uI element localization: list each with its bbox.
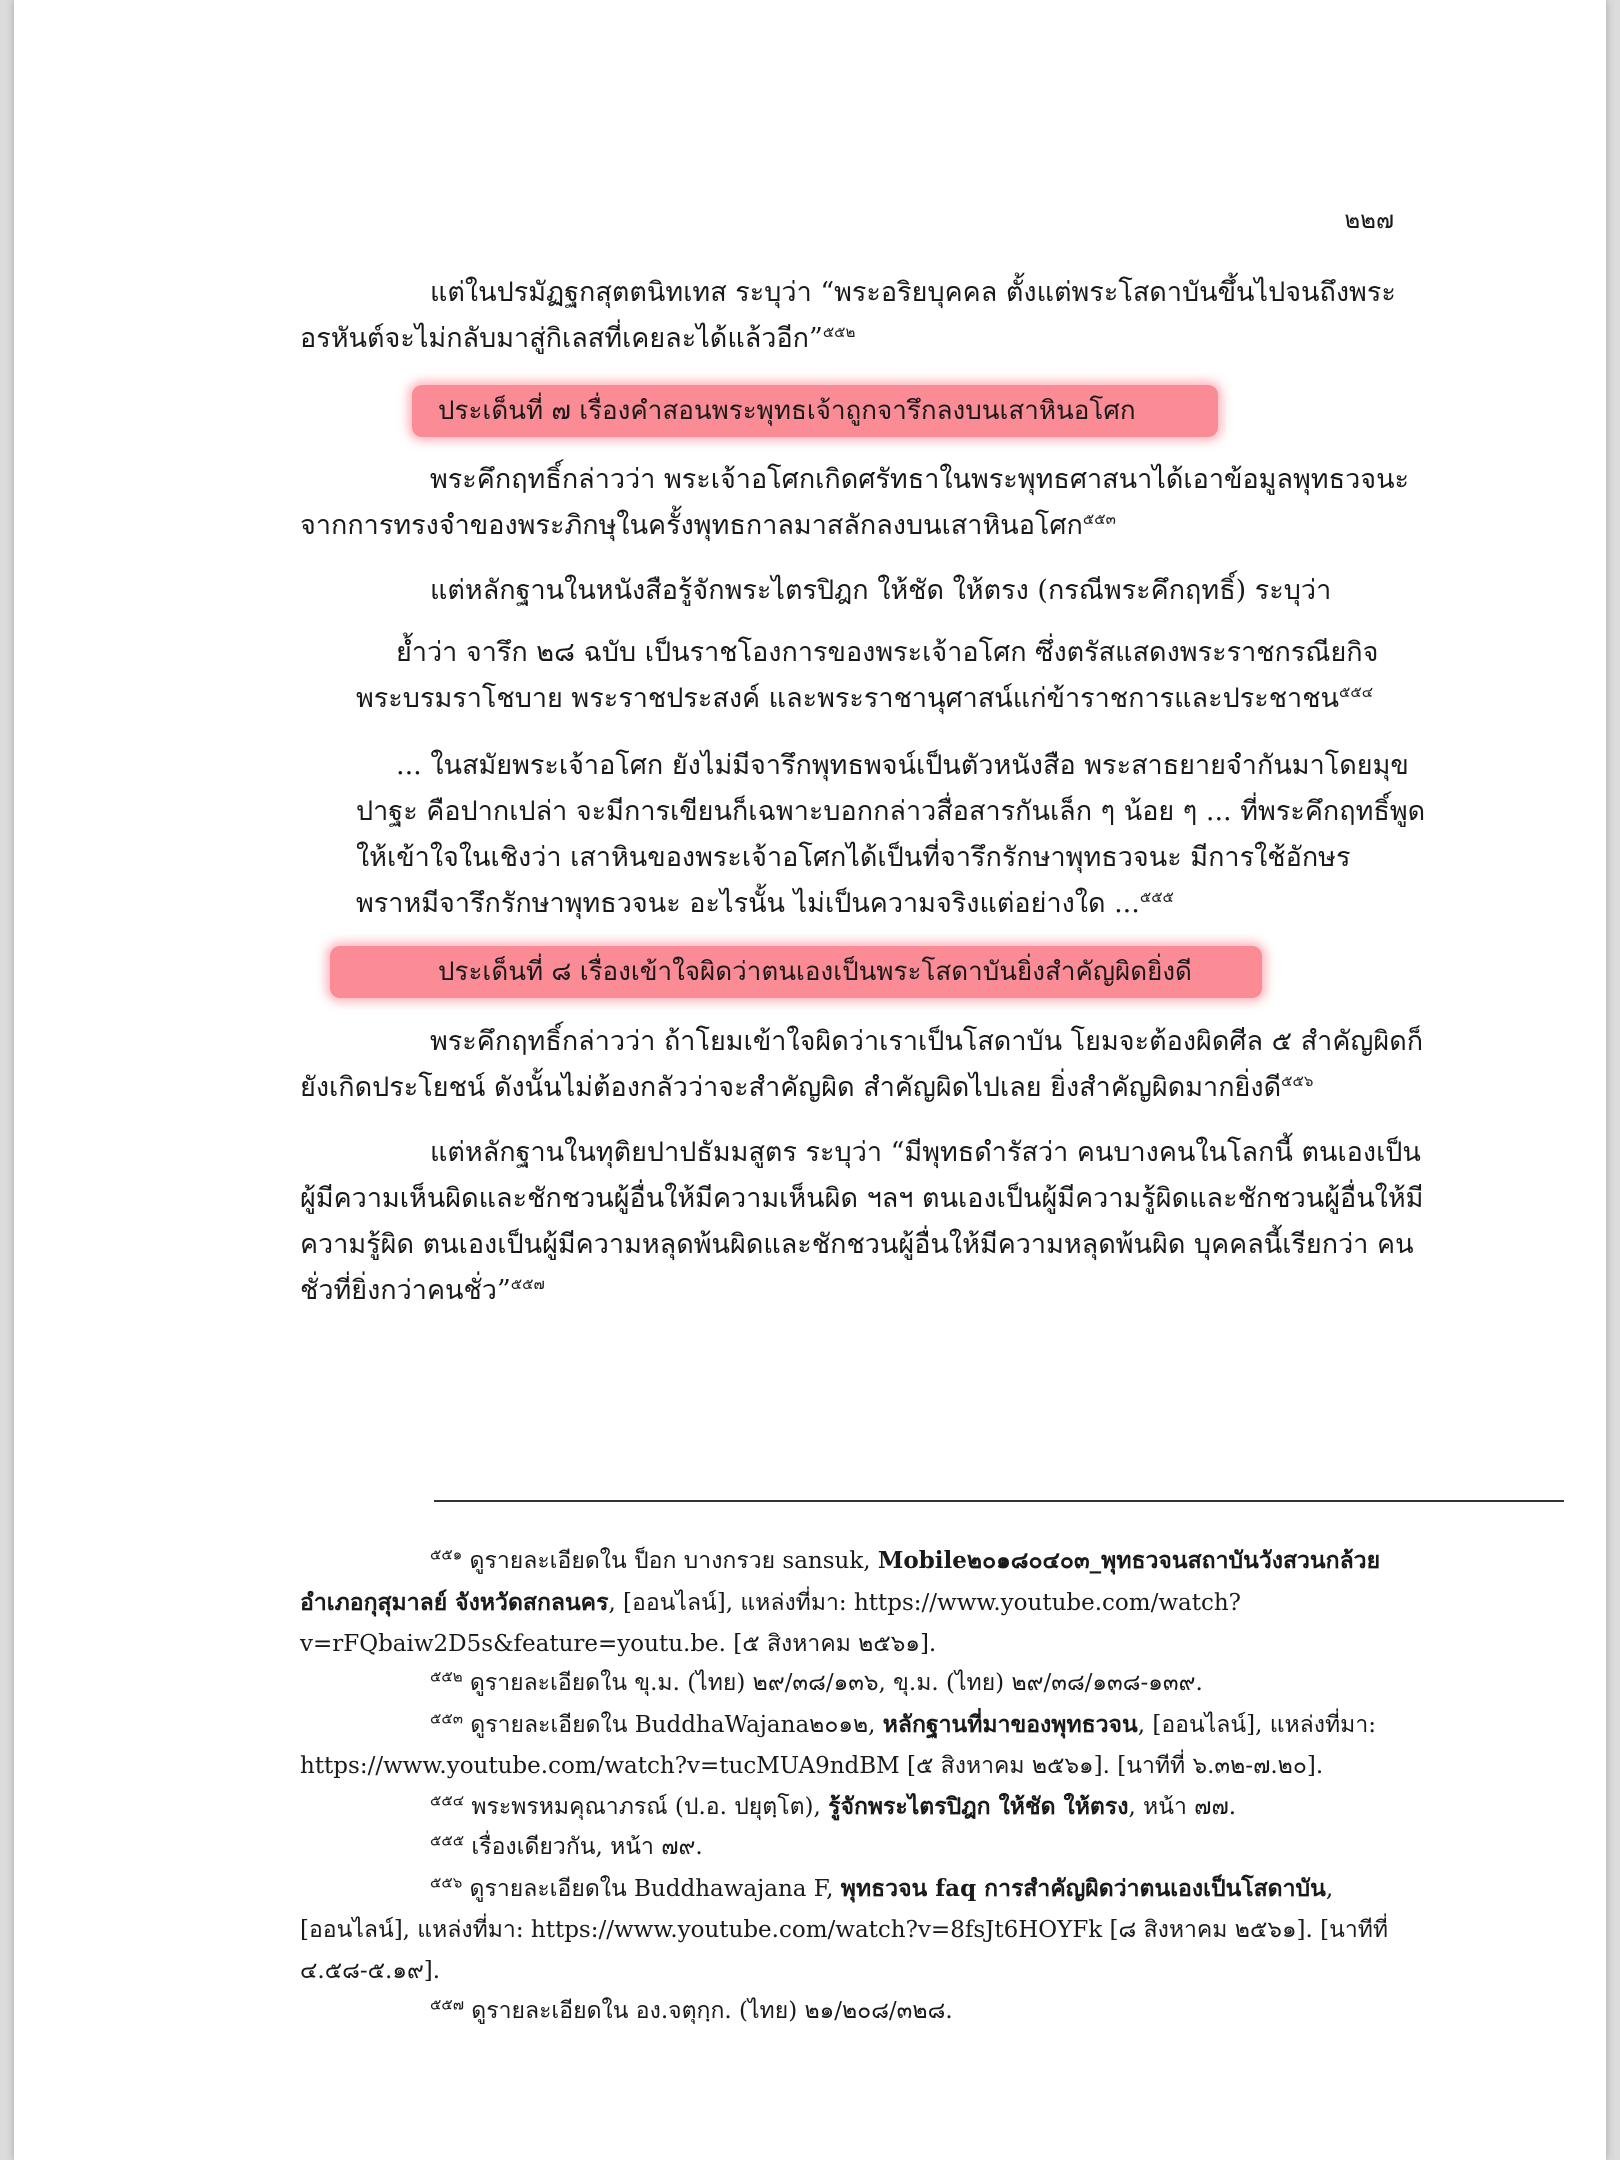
footnote-number: ๕๕๕: [430, 1831, 465, 1850]
footnote-title: พุทธวจน faq การสำคัญผิดว่าตนเองเป็นโสดาบัน: [840, 1875, 1326, 1902]
footnote-text: , [ออนไลน์], แหล่งที่มา: https://www.youtube.com/watch?v=tucMUA9ndBM [๕ สิงหาคม ๒๕๖๑]. [นาทีที่ ๖.๓๒-๗.๒๐].: [300, 1712, 1376, 1779]
footnote-ref-557: ๕๕๗: [510, 1275, 545, 1293]
footnote-number: ๕๕๑: [430, 1545, 463, 1564]
footnote-552: [300, 1663, 1430, 1704]
footnote-text: ดูรายละเอียดใน Buddhawajana F,: [469, 1876, 841, 1902]
quote-1-text: ย้ำว่า จารึก ๒๘ ฉบับ เป็นราชโองการของพระเจ้าอโศก ซึ่งตรัสแสดงพระราชกรณียกิจ พระบรมราโชบาย พระราชประสงค์ และพระราชานุศาสน์แก่ข้าราชการและประชาชน: [356, 637, 1379, 714]
footnote-text: เรื่องเดียวกัน, หน้า ๗๙.: [471, 1834, 703, 1860]
issue-8-heading-text: ประเด็นที่ ๘ เรื่องเข้าใจผิดว่าตนเองเป็นพระโสดาบันยิ่งสำคัญผิดยิ่งดี: [438, 957, 1192, 987]
footnote-554: [300, 1786, 1430, 1828]
paragraph-3-text: แต่หลักฐานในหนังสือรู้จักพระไตรปิฎก ให้ชัด ให้ตรง (กรณีพระคึกฤทธิ์) ระบุว่า: [430, 575, 1332, 606]
paragraph-3: [300, 568, 1430, 614]
issue-7-heading: [412, 385, 1218, 437]
quote-2-text: ... ในสมัยพระเจ้าอโศก ยังไม่มีจารึกพุทธพจน์เป็นตัวหนังสือ พระสาธยายจำกันมาโดยมุขปาฐะ คือปากเปล่า จะมีการเขียนก็เฉพาะบอกกล่าวสื่อสารกันเล็ก ๆ น้อย ๆ ... ที่พระคึกฤทธิ์พูดให้เข้าใจในเชิงว่า เสาหินของพระเจ้าอโศกได้เป็นที่จารึกรักษาพุทธวจนะ มีการใช้อักษรพราหมีจารึกรักษาพุทธวจนะ อะไรนั้น ไม่เป็นความจริงแต่อย่างใด ...: [356, 750, 1426, 919]
paragraph-5: [300, 1130, 1430, 1314]
paragraph-5-text: แต่หลักฐานในทุติยปาปธัมมสูตร ระบุว่า “มีพุทธดำรัสว่า คนบางคนในโลกนี้ ตนเองเป็นผู้มีความเห็นผิดและชักชวนผู้อื่นให้มีความเห็นผิด ฯลฯ ตนเองเป็นผู้มีความรู้ผิดและชักชวนผู้อื่นให้มีความรู้ผิด ตนเองเป็นผู้มีความหลุดพ้นผิดและชักชวนผู้อื่นให้มีความหลุดพ้นผิด บุคคลนี้เรียกว่า คนชั่วที่ยิ่งกว่าคนชั่ว”: [300, 1137, 1424, 1306]
issue-7-heading-text: ประเด็นที่ ๗ เรื่องคำสอนพระพุทธเจ้าถูกจารึกลงบนเสาหินอโศก: [438, 396, 1136, 426]
footnote-557: [300, 1991, 1430, 2032]
footnote-ref-554: ๕๕๔: [1339, 683, 1374, 701]
paragraph-1: [300, 270, 1430, 362]
paragraph-1-text: แต่ในปรมัฏฐกสุตตนิทเทส ระบุว่า “พระอริยบุคคล ตั้งแต่พระโสดาบันขึ้นไปจนถึงพระอรหันต์จะไม่กลับมาสู่กิเลสที่เคยละได้แล้วอีก”: [300, 277, 1396, 354]
issue-8-heading: [330, 946, 1262, 998]
footnote-number: ๕๕๔: [430, 1791, 465, 1810]
footnote-text: ดูรายละเอียดใน ขุ.ม. (ไทย) ๒๙/๓๘/๑๓๖, ขุ.ม. (ไทย) ๒๙/๓๘/๑๓๘-๑๓๙.: [469, 1670, 1203, 1696]
footnote-title: Mobile๒๐๑๘๐๔๐๓_พุทธวจนสถาบันวังสวนกล้วย อำเภอกุสุมาลย์ จังหวัดสกลนคร: [300, 1547, 1381, 1616]
footnote-551: [300, 1540, 1430, 1665]
quote-2: [356, 743, 1430, 927]
footnote-ref-552: ๕๕๒: [822, 323, 856, 341]
footnote-553: [300, 1704, 1430, 1787]
footnote-ref-553: ๕๕๓: [1082, 510, 1116, 528]
footnote-555: [300, 1827, 1430, 1868]
footnote-556: [300, 1868, 1430, 1992]
paragraph-2: [300, 457, 1430, 549]
footnote-number: ๕๕๗: [430, 1995, 464, 2014]
footnote-text: พระพรหมคุณาภรณ์ (ป.อ. ปยุตฺโต),: [471, 1794, 829, 1820]
paragraph-2-text: พระคึกฤทธิ์กล่าวว่า พระเจ้าอโศกเกิดศรัทธาในพระพุทธศาสนาได้เอาข้อมูลพุทธวจนะจากการทรงจำของพระภิกษุในครั้งพุทธกาลมาสลักลงบนเสาหินอโศก: [300, 464, 1410, 541]
footnote-text: ดูรายละเอียดใน ป็อก บางกรวย sansuk,: [469, 1548, 878, 1574]
page-number: ๒๒๗: [1344, 206, 1394, 234]
footnote-number: ๕๕๖: [430, 1873, 463, 1892]
footnote-text: ดูรายละเอียดใน อง.จตุกฺก. (ไทย) ๒๑/๒๐๘/๓๒๘.: [471, 1998, 953, 2024]
footnote-text: , หน้า ๗๗.: [1128, 1794, 1237, 1820]
footnote-ref-555: ๕๕๕: [1139, 888, 1174, 906]
footnote-number: ๕๕๒: [430, 1667, 463, 1686]
paragraph-4-text: พระคึกฤทธิ์กล่าวว่า ถ้าโยมเข้าใจผิดว่าเราเป็นโสดาบัน โยมจะต้องผิดศีล ๕ สำคัญผิดก็ยังเกิดประโยชน์ ดังนั้นไม่ต้องกลัวว่าจะสำคัญผิด สำคัญผิดไปเลย ยิ่งสำคัญผิดมากยิ่งดี: [300, 1026, 1424, 1103]
footnote-number: ๕๕๓: [430, 1709, 463, 1728]
paragraph-4: [300, 1019, 1430, 1111]
footnote-ref-556: ๕๕๖: [1281, 1072, 1314, 1090]
footnote-text: ดูรายละเอียดใน BuddhaWajana๒๐๑๒,: [470, 1712, 883, 1738]
footnote-title: หลักฐานที่มาของพุทธวจน: [882, 1711, 1138, 1738]
document-page: [14, 0, 1606, 2160]
footnote-text: , [ออนไลน์], แหล่งที่มา: https://www.youtube.com/watch?v=8fsJt6HOYFk [๘ สิงหาคม ๒๕๖๑]. [นาทีที่ ๔.๕๘-๕.๑๙].: [300, 1876, 1389, 1984]
quote-1: [356, 630, 1430, 722]
footnote-title: รู้จักพระไตรปิฎก ให้ชัด ให้ตรง: [828, 1793, 1129, 1820]
footnote-text: , [ออนไลน์], แหล่งที่มา: https://www.youtube.com/watch?v=rFQbaiw2D5s&feature=youtu.be. [๕ สิงหาคม ๒๕๖๑].: [300, 1590, 1241, 1657]
footnote-divider: [434, 1500, 1564, 1502]
